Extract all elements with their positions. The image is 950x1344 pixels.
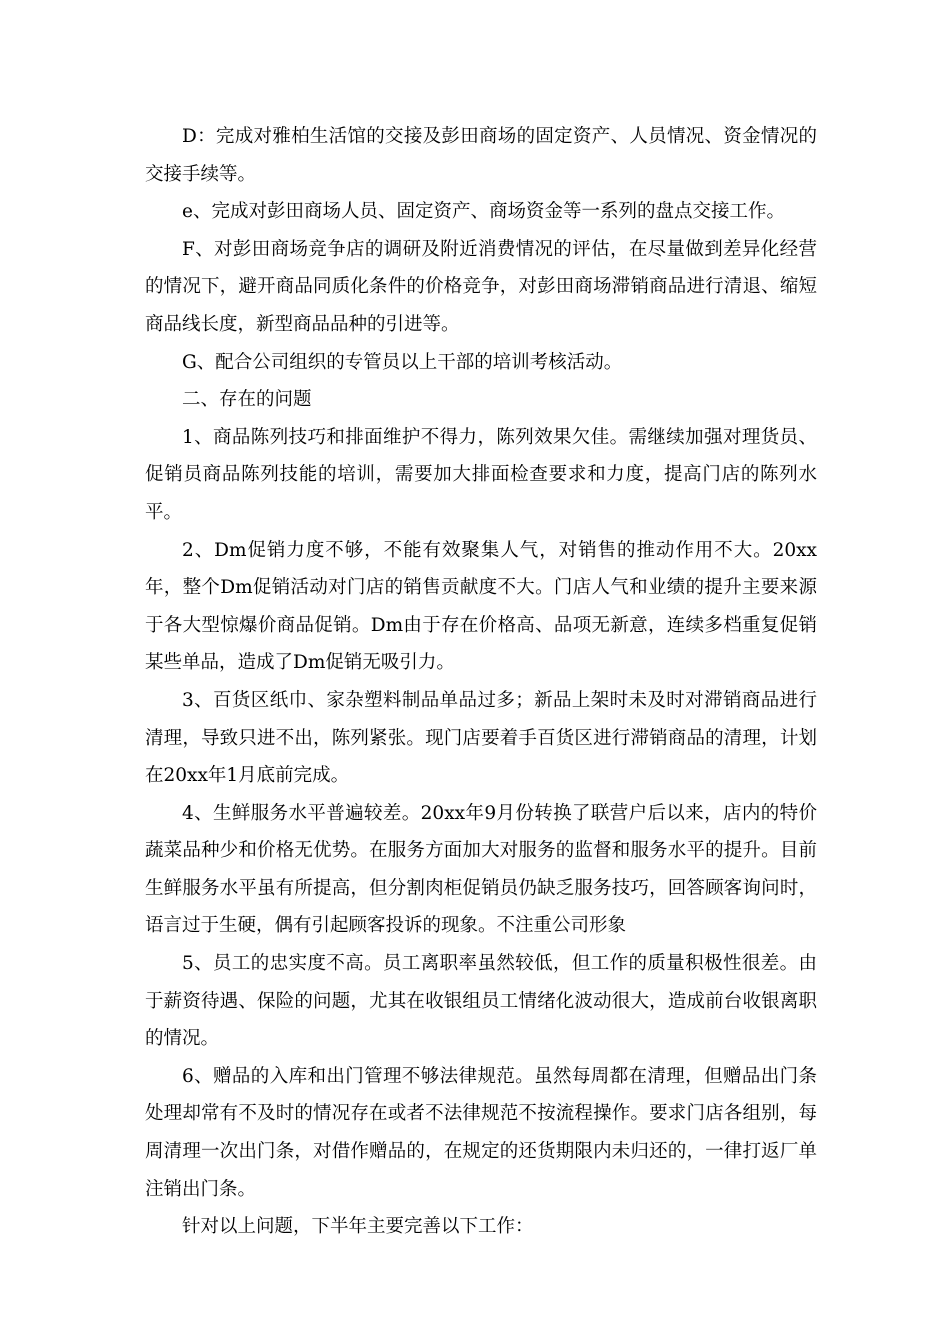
paragraph-g-training: G、配合公司组织的专管员以上干部的培训考核活动。 xyxy=(182,351,623,373)
paragraph-next-steps: 针对以上问题，下半年主要完善以下工作： xyxy=(182,1216,534,1238)
paragraph-d-handover: D：完成对雅柏生活馆的交接及彭田商场的固定资产、人员情况、资金情况的交接手续等。 xyxy=(145,126,817,185)
paragraph-problem-2: 2、Dm促销力度不够，不能有效聚集人气，对销售的推动作用不大。20xx年，整个Dm促销活动对门店的销售贡献度不大。门店人气和业绩的提升主要来源于各大型惊爆价商品促销。Dm由于存在价格高、品项无新意，连续多档重复促销某些单品，造成了Dm促销无吸引力。 xyxy=(145,539,817,674)
paragraph-problem-3: 3、百货区纸巾、家杂塑料制品单品过多；新品上架时未及时对滞销商品进行清理，导致只进不出，陈列紧张。现门店要着手百货区进行滞销商品的清理，计划在20xx年1月底前完成。 xyxy=(145,689,817,787)
paragraph-f-competition: F、对彭田商场竞争店的调研及附近消费情况的评估，在尽量做到差异化经营的情况下，避开商品同质化条件的价格竞争，对彭田商场滞销商品进行清退、缩短商品线长度，新型商品品种的引进等。 xyxy=(145,238,817,335)
paragraph-problem-6: 6、赠品的入库和出门管理不够法律规范。虽然每周都在清理，但赠品出门条处理却常有不及时的情况存在或者不法律规范不按流程操作。要求门店各组别，每周清理一次出门条，对借作赠品的，在规定的还货期限内未归还的，一律打返厂单注销出门条。 xyxy=(145,1065,817,1200)
section-heading-problems: 二、存在的问题 xyxy=(182,389,312,411)
paragraph-problem-5: 5、员工的忠实度不高。员工离职率虽然较低，但工作的质量积极性很差。由于薪资待遇、保险的问题，尤其在收银组员工情绪化波动很大，造成前台收银离职的情况。 xyxy=(145,953,817,1050)
paragraph-problem-4: 4、生鲜服务水平普遍较差。20xx年9月份转换了联营户后以来，店内的特价蔬菜品种少和价格无优势。在服务方面加大对服务的监督和服务水平的提升。目前生鲜服务水平虽有所提高，但分割肉柜促销员仍缺乏服务技巧，回答顾客询问时，语言过于生硬，偶有引起顾客投诉的现象。不注重公司形象 xyxy=(145,802,817,937)
paragraph-problem-1: 1、商品陈列技巧和排面维护不得力，陈列效果欠佳。需继续加强对理货员、促销员商品陈列技能的培训，需要加大排面检查要求和力度，提高门店的陈列水平。 xyxy=(145,426,817,523)
document-body xyxy=(145,118,817,1246)
paragraph-e-inventory: e、完成对彭田商场人员、固定资产、商场资金等一系列的盘点交接工作。 xyxy=(182,201,785,223)
